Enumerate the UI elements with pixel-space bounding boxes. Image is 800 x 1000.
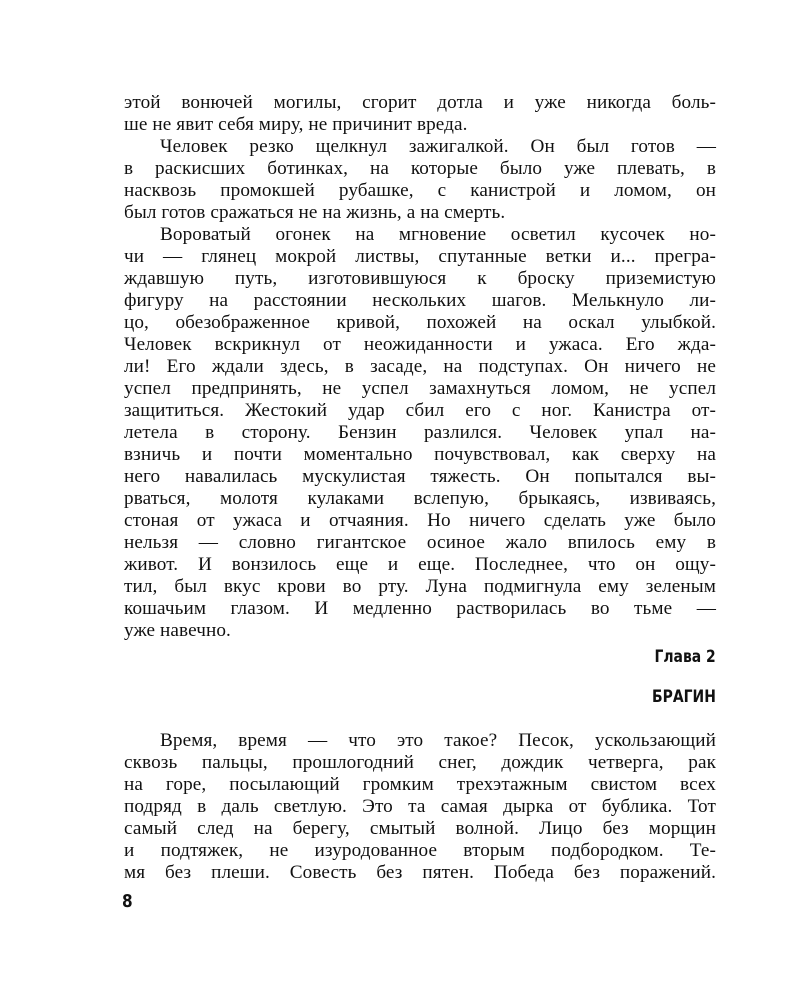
text-line: успел предпринять, не успел замахнуться ломом, не успел — [124, 378, 716, 399]
page-number: 8 — [122, 891, 133, 912]
text-line: на горе, посылающий громким трехэтажным свистом всех — [124, 774, 716, 795]
text-line: тил, был вкус крови во рту. Луна подмигнула ему зеленым — [124, 576, 716, 597]
text-line: защититься. Жестокий удар сбил его с ног. Канистра от- — [124, 400, 716, 421]
text-line: взничь и почти моментально почувствовал, как сверху на — [124, 444, 716, 465]
text-line: Время, время — что это такое? Песок, ускользающий — [160, 730, 716, 751]
text-line: цо, обезображенное кривой, похожей на оскал улыбкой. — [124, 312, 716, 333]
text-line: Человек вскрикнул от неожиданности и ужаса. Его жда- — [124, 334, 716, 355]
text-line: стоная от ужаса и отчаяния. Но ничего сделать уже было — [124, 510, 716, 531]
text-line: был готов сражаться не на жизнь, а на смерть. — [124, 202, 506, 223]
text-line: Человек резко щелкнул зажигалкой. Он был готов — — [160, 136, 716, 157]
text-line: сквозь пальцы, прошлогодний снег, дождик четверга, рак — [124, 752, 716, 773]
text-line: самый след на берегу, смытый волной. Лицо без морщин — [124, 818, 716, 839]
text-line: живот. И вонзилось еще и еще. Последнее, что он ощу- — [124, 554, 716, 575]
text-line: рваться, молотя кулаками вслепую, брыкаясь, извиваясь, — [124, 488, 716, 509]
text-line: нельзя — словно гигантское осиное жало впилось ему в — [124, 532, 716, 553]
text-line: в раскисших ботинках, на которые было уже плевать, в — [124, 158, 716, 179]
text-line: Вороватый огонек на мгновение осветил кусочек но- — [160, 224, 716, 245]
text-line: ли! Его ждали здесь, в засаде, на подступах. Он ничего не — [124, 356, 716, 377]
text-line: насквозь промокшей рубашке, с канистрой и ломом, он — [124, 180, 716, 201]
chapter-title: БРАГИН — [652, 687, 716, 707]
text-line: и подтяжек, не изуродованное вторым подбородком. Те- — [124, 840, 716, 861]
text-line: ждавшую путь, изготовившуюся к броску приземистую — [124, 268, 716, 289]
text-line: кошачьим глазом. И медленно растворилась во тьме — — [124, 598, 716, 619]
text-line: подряд в даль светлую. Это та самая дырка от бублика. Тот — [124, 796, 716, 817]
chapter-label: Глава 2 — [654, 647, 716, 667]
text-line: фигуру на расстоянии нескольких шагов. Мелькнуло ли- — [124, 290, 716, 311]
text-line: уже навечно. — [124, 620, 231, 641]
text-line: ше не явит себя миру, не причинит вреда. — [124, 114, 468, 135]
text-line: летела в сторону. Бензин разлился. Человек упал на- — [124, 422, 716, 443]
text-line: этой вонючей могилы, сгорит дотла и уже никогда боль- — [124, 92, 716, 113]
text-line: мя без плеши. Совесть без пятен. Победа без поражений. — [124, 862, 716, 883]
text-line: него навалилась мускулистая тяжесть. Он попытался вы- — [124, 466, 716, 487]
text-line: чи — глянец мокрой листвы, спутанные ветки и... прегра- — [124, 246, 716, 267]
